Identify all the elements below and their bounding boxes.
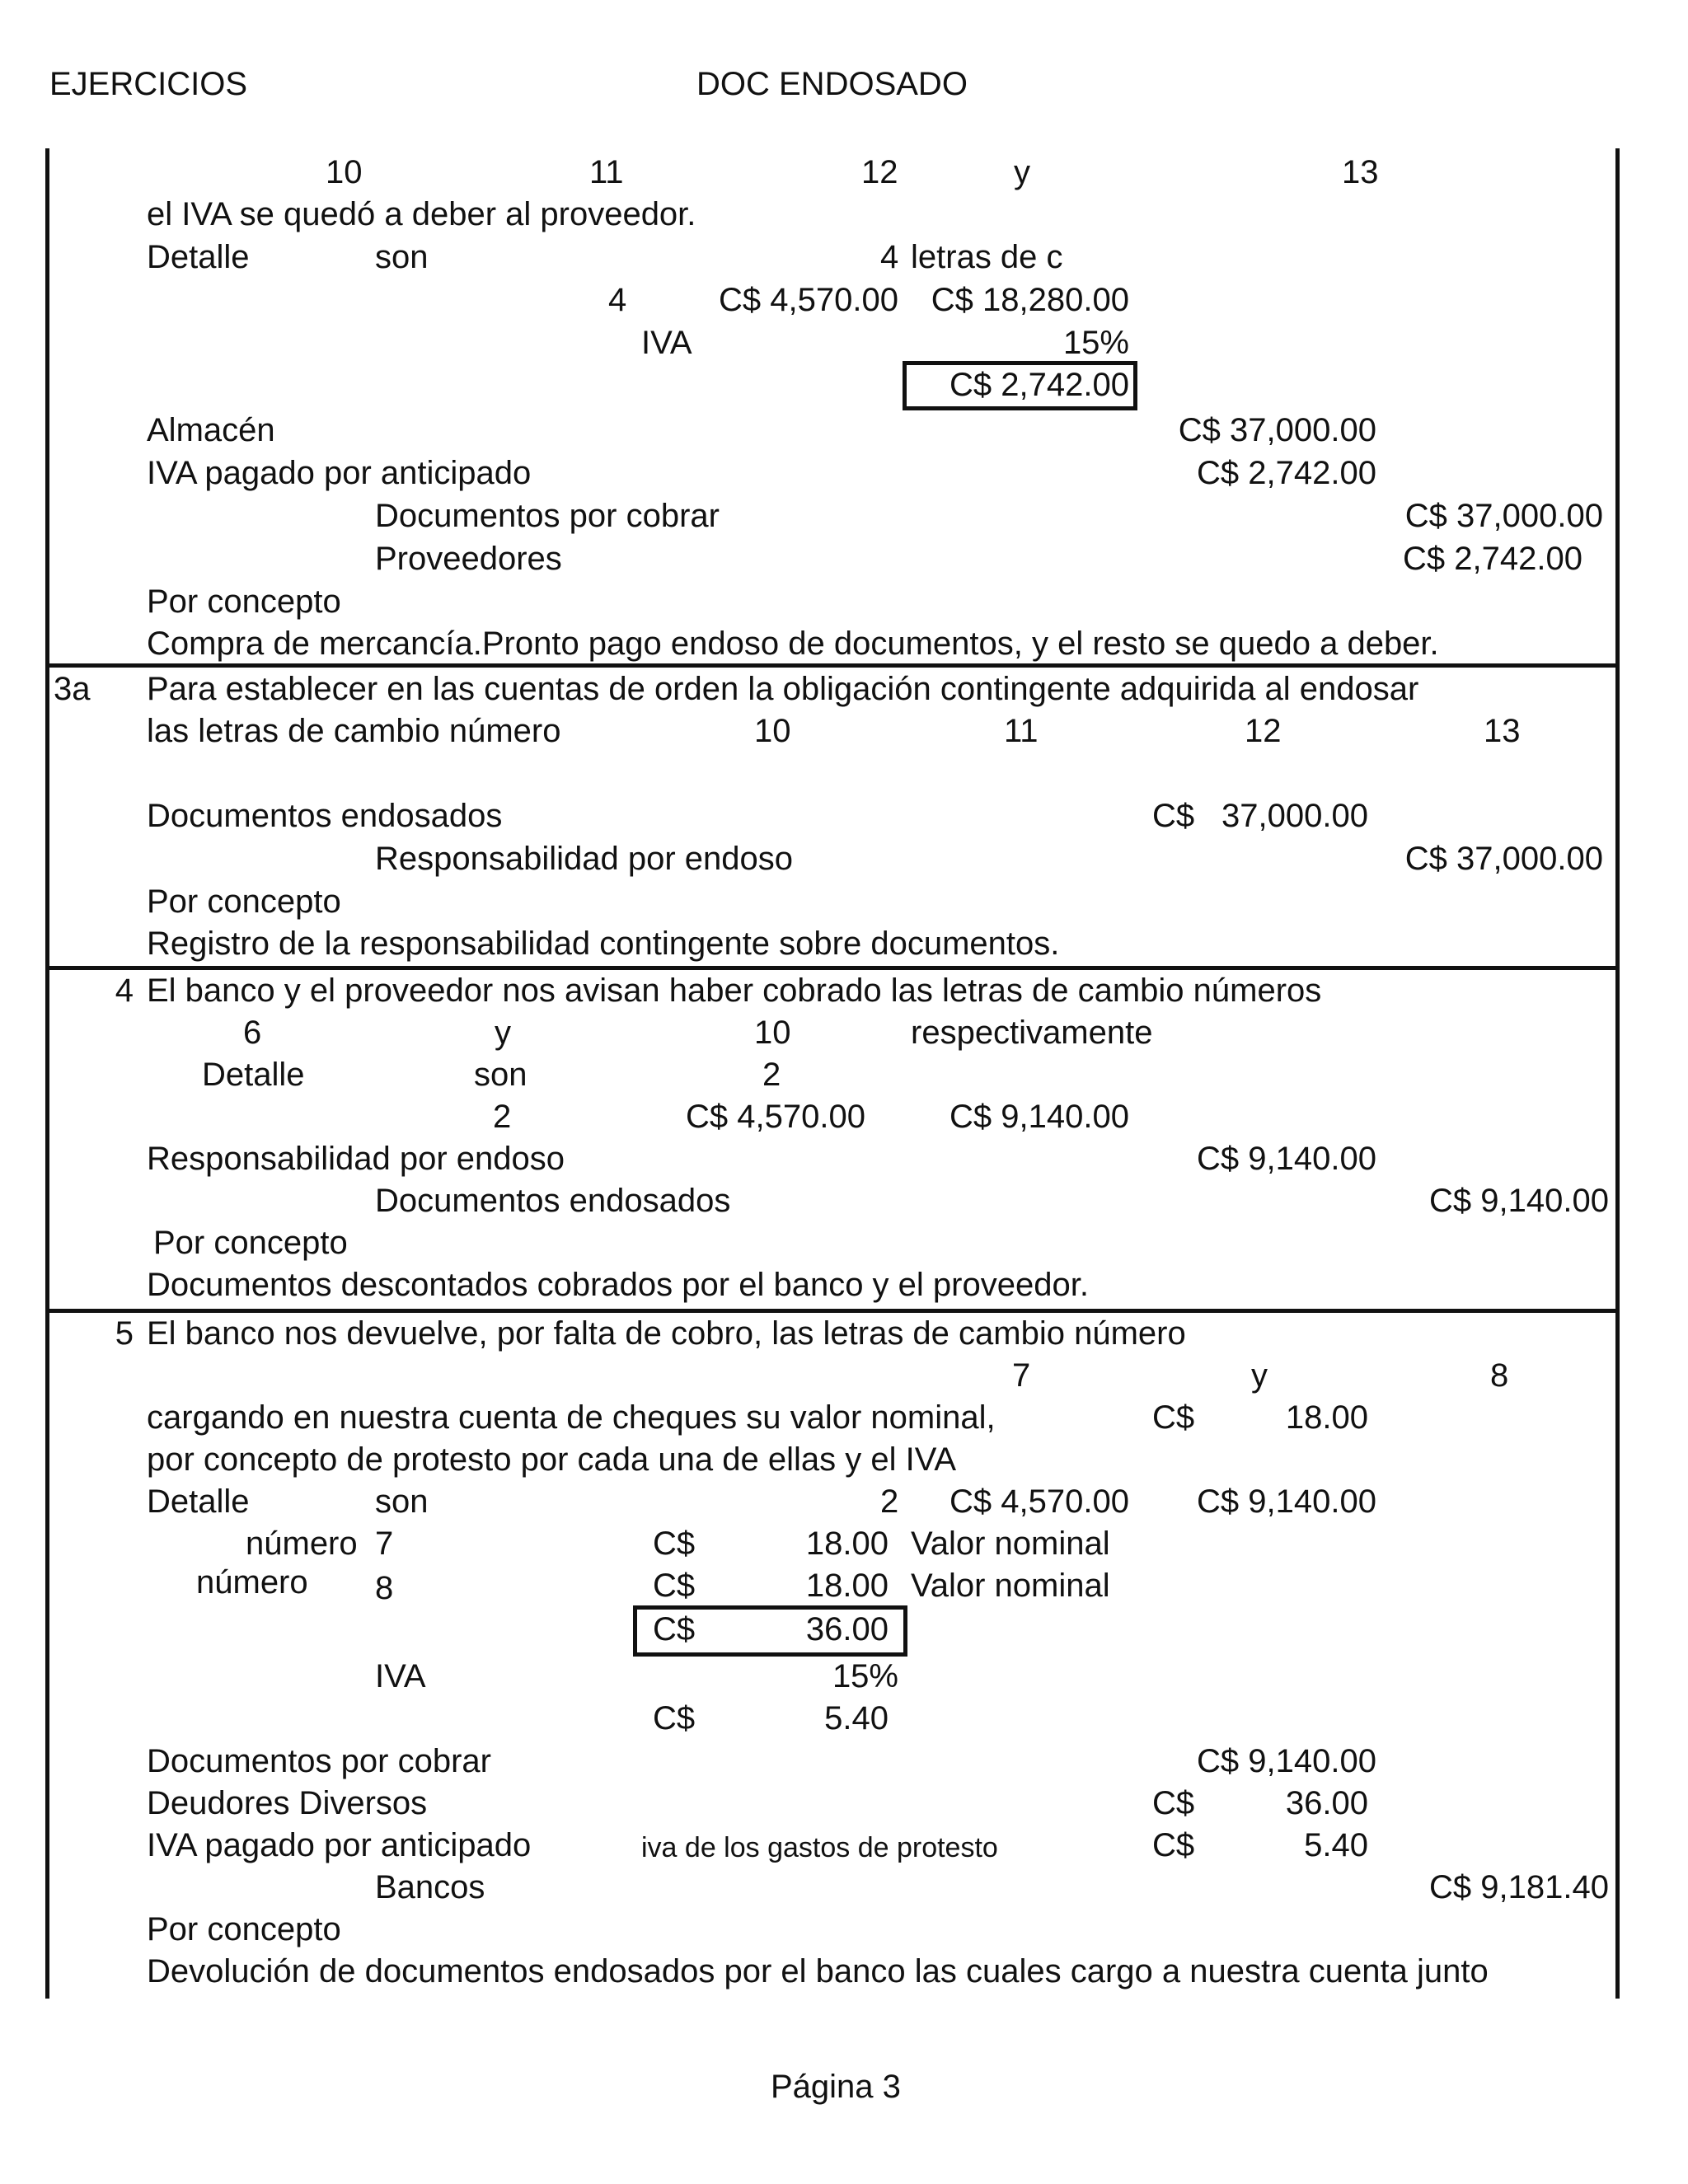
debit-amount: 5.40 xyxy=(1304,1827,1368,1863)
account-debit: Documentos endosados xyxy=(147,798,503,834)
concepto-text: Devolución de documentos endosados por el banco las cuales cargo a nuestra cuenta junto xyxy=(147,1953,1489,1990)
credit-amount: C$ 37,000.00 xyxy=(1404,498,1603,534)
letter-number: 13 xyxy=(1484,713,1521,749)
iva-amount-boxed: C$ 2,742.00 xyxy=(950,367,1129,403)
account-debit: Almacén xyxy=(147,412,275,448)
credit-amount: C$ 37,000.00 xyxy=(1404,841,1603,877)
header-center: DOC ENDOSADO xyxy=(696,66,968,102)
letter-number: 11 xyxy=(589,154,624,190)
conjunction: y xyxy=(1014,154,1030,190)
credit-amount: C$ 9,181.40 xyxy=(1429,1869,1609,1905)
iva-note: iva de los gastos de protesto xyxy=(641,1832,998,1863)
concepto-text: Documentos descontados cobrados por el banco y el proveedor. xyxy=(147,1267,1089,1303)
son-label: son xyxy=(375,1483,429,1520)
entry-number: 5 xyxy=(115,1315,134,1352)
account-debit: Responsabilidad por endoso xyxy=(147,1141,565,1177)
conjunction: y xyxy=(495,1015,511,1051)
total-amount: C$ 18,280.00 xyxy=(931,282,1129,318)
iva-rate: 15% xyxy=(1062,325,1129,361)
son-label: son xyxy=(375,239,429,275)
detalle-label: Detalle xyxy=(147,239,250,275)
iva-label: IVA xyxy=(375,1658,426,1694)
protest-fee: 18.00 xyxy=(1285,1399,1368,1436)
currency-symbol: C$ xyxy=(1152,1785,1195,1821)
respectivamente-label: respectivamente xyxy=(911,1015,1153,1051)
unit-amount: C$ 4,570.00 xyxy=(686,1099,865,1135)
currency-symbol: C$ xyxy=(653,1700,696,1736)
unit-amount: C$ 4,570.00 xyxy=(950,1483,1129,1520)
entry-number: 3a xyxy=(54,671,91,707)
iva-label: IVA xyxy=(641,325,692,361)
page-number: Página 3 xyxy=(771,2069,901,2105)
section-divider-5 xyxy=(45,1309,1620,1313)
letter-number: 10 xyxy=(754,1015,791,1051)
account-credit: Documentos por cobrar xyxy=(375,498,720,534)
quantity: 2 xyxy=(493,1099,512,1135)
currency-symbol: C$ xyxy=(1152,1399,1195,1436)
letter-number: 11 xyxy=(1004,713,1039,749)
por-concepto-label: Por concepto xyxy=(153,1225,348,1261)
conjunction: y xyxy=(1251,1357,1268,1394)
numero-label: número xyxy=(196,1564,308,1601)
currency-symbol: C$ xyxy=(653,1526,696,1562)
letter-number: 8 xyxy=(1490,1357,1509,1394)
letter-number: 7 xyxy=(1012,1357,1031,1394)
debit-amount: 36.00 xyxy=(1285,1785,1368,1821)
letter-number: 10 xyxy=(754,713,791,749)
iva-rate: 15% xyxy=(832,1658,898,1694)
entry-text: el IVA se quedó a deber al proveedor. xyxy=(147,196,696,232)
valor-nominal-label: Valor nominal xyxy=(911,1526,1110,1562)
entry-text: El banco y el proveedor nos avisan haber cobrado las letras de cambio números xyxy=(147,972,1322,1009)
debit-amount: C$ 37,000.00 xyxy=(1178,412,1376,448)
account-debit: IVA pagado por anticipado xyxy=(147,1827,532,1863)
protest-total-boxed: 36.00 xyxy=(805,1611,889,1647)
son-label: son xyxy=(474,1057,528,1093)
account-credit: Responsabilidad por endoso xyxy=(375,841,794,877)
letter-number: 10 xyxy=(326,154,363,190)
detalle-label: Detalle xyxy=(202,1057,305,1093)
debit-amount: C$ 9,140.00 xyxy=(1197,1141,1376,1177)
entry-text: cargando en nuestra cuenta de cheques su valor nominal, xyxy=(147,1399,996,1436)
currency-symbol: C$ xyxy=(1152,798,1195,834)
section-divider-4 xyxy=(45,966,1620,970)
detalle-label: Detalle xyxy=(147,1483,250,1520)
concepto-text: Registro de la responsabilidad contingente sobre documentos. xyxy=(147,926,1060,962)
concepto-text: Compra de mercancía.Pronto pago endoso de documentos, y el resto se quedo a deber. xyxy=(147,626,1439,662)
letter-number: 7 xyxy=(375,1526,394,1562)
letter-number: 12 xyxy=(861,154,898,190)
debit-amount: C$ 2,742.00 xyxy=(1197,455,1376,491)
account-credit: Proveedores xyxy=(375,541,562,577)
letter-number: 13 xyxy=(1342,154,1379,190)
section-divider-3a xyxy=(45,663,1620,668)
account-credit: Documentos endosados xyxy=(375,1183,731,1219)
por-concepto-label: Por concepto xyxy=(147,1911,341,1947)
frame-left-border xyxy=(45,148,49,1999)
currency-symbol: C$ xyxy=(653,1568,696,1604)
quantity: 2 xyxy=(762,1057,781,1093)
account-debit: IVA pagado por anticipado xyxy=(147,455,532,491)
protest-fee: 18.00 xyxy=(805,1568,889,1604)
numero-label: número xyxy=(246,1526,358,1562)
debit-amount: C$ 9,140.00 xyxy=(1197,1743,1376,1779)
valor-nominal-label: Valor nominal xyxy=(911,1568,1110,1604)
credit-amount: C$ 9,140.00 xyxy=(1429,1183,1609,1219)
header-left: EJERCICIOS xyxy=(49,66,248,102)
currency-symbol: C$ xyxy=(653,1611,696,1647)
entry-number: 4 xyxy=(115,972,134,1009)
credit-amount: C$ 2,742.00 xyxy=(1403,541,1582,577)
debit-amount: 37,000.00 xyxy=(1221,798,1368,834)
entry-text: las letras de cambio número xyxy=(147,713,561,749)
letras-label: letras de c xyxy=(911,239,1063,275)
quantity: 4 xyxy=(880,239,899,275)
account-credit: Bancos xyxy=(375,1869,485,1905)
iva-amount: 5.40 xyxy=(824,1700,889,1736)
unit-amount: C$ 4,570.00 xyxy=(719,282,898,318)
quantity: 4 xyxy=(608,282,627,318)
account-debit: Deudores Diversos xyxy=(147,1785,428,1821)
entry-text: El banco nos devuelve, por falta de cobro, las letras de cambio número xyxy=(147,1315,1186,1352)
letter-number: 8 xyxy=(375,1570,394,1606)
letter-number: 12 xyxy=(1245,713,1282,749)
account-debit: Documentos por cobrar xyxy=(147,1743,491,1779)
protest-fee: 18.00 xyxy=(805,1526,889,1562)
total-amount: C$ 9,140.00 xyxy=(1197,1483,1376,1520)
total-amount: C$ 9,140.00 xyxy=(950,1099,1129,1135)
frame-right-border xyxy=(1615,148,1620,1999)
entry-text: Para establecer en las cuentas de orden la obligación contingente adquirida al endosar xyxy=(147,671,1419,707)
quantity: 2 xyxy=(880,1483,899,1520)
currency-symbol: C$ xyxy=(1152,1827,1195,1863)
letter-number: 6 xyxy=(243,1015,262,1051)
entry-text: por concepto de protesto por cada una de ellas y el IVA xyxy=(147,1441,957,1478)
por-concepto-label: Por concepto xyxy=(147,883,341,920)
por-concepto-label: Por concepto xyxy=(147,583,341,620)
